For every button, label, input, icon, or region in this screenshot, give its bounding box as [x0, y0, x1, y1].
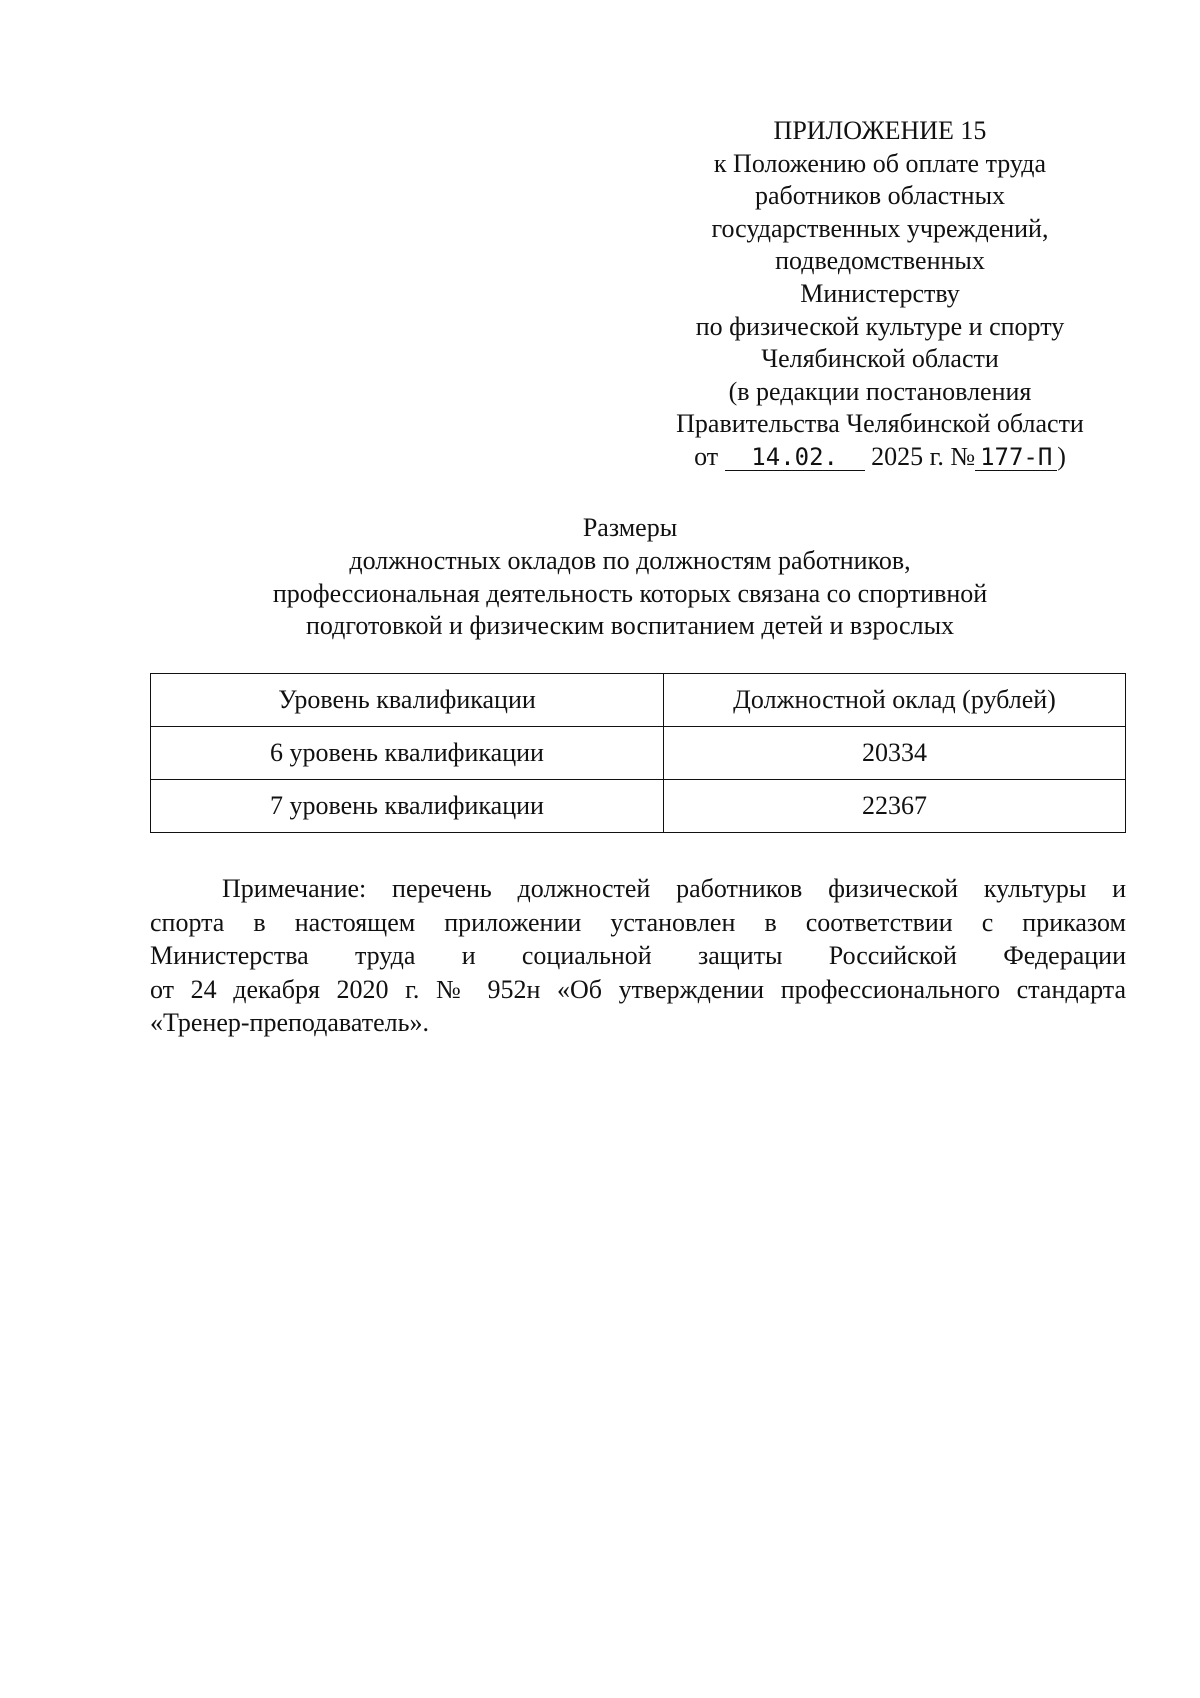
appendix-line: к Положению об оплате труда [713, 148, 1047, 178]
table-header-cell: Уровень квалификации [151, 674, 664, 727]
appendix-line: подведомственных [775, 246, 985, 276]
table-row [151, 727, 1126, 780]
table-header-row [151, 674, 1126, 727]
appendix-title: ПРИЛОЖЕНИЕ 15 [773, 116, 987, 145]
table-cell: 7 уровень квалификации [151, 780, 664, 833]
date-suffix: ) [1057, 441, 1066, 471]
note-line: Примечание: перечень должностей работников физической культуры и [222, 874, 1126, 903]
appendix-line: Министерству [800, 278, 960, 308]
appendix-line: Челябинской области [761, 344, 999, 374]
appendix-line: Правительства Челябинской области [676, 409, 1084, 439]
title-line: должностных окладов по должностям работников, [349, 545, 911, 575]
appendix-line: государственных учреждений, [711, 213, 1049, 243]
appendix-header [610, 115, 1150, 474]
date-year: 2025 г. № [871, 441, 976, 471]
document-title [150, 512, 1110, 643]
title-line: Размеры [582, 513, 678, 542]
note-paragraph [150, 872, 1126, 1040]
resolution-date-field: 14.02. [725, 444, 865, 471]
resolution-date-line [610, 441, 1150, 474]
appendix-line: (в редакции постановления [728, 376, 1032, 406]
table-row [151, 780, 1126, 833]
table-cell: 20334 [664, 727, 1126, 780]
table-cell: 6 уровень квалификации [151, 727, 664, 780]
table-cell: 22367 [664, 780, 1126, 833]
note-line: от 24 декабря 2020 г. № 952н «Об утверждении профессионального стандарта [150, 974, 1126, 1004]
note-line: «Тренер-преподаватель». [150, 1008, 429, 1037]
title-line: профессиональная деятельность которых связана со спортивной [272, 578, 988, 608]
appendix-line: по физической культуре и спорту [695, 311, 1065, 341]
table-header-cell: Должностной оклад (рублей) [664, 674, 1126, 727]
title-line: подготовкой и физическим воспитанием детей и взрослых [305, 611, 955, 641]
resolution-number-field: 177-П [975, 444, 1057, 471]
note-line: Министерства труда и социальной защиты Российской Федерации [150, 941, 1126, 970]
note-line: спорта в настоящем приложении установлен в соответствии с приказом [150, 907, 1126, 937]
appendix-line: работников областных [754, 181, 1006, 211]
salary-table [150, 673, 1126, 833]
date-prefix: от [694, 441, 719, 471]
